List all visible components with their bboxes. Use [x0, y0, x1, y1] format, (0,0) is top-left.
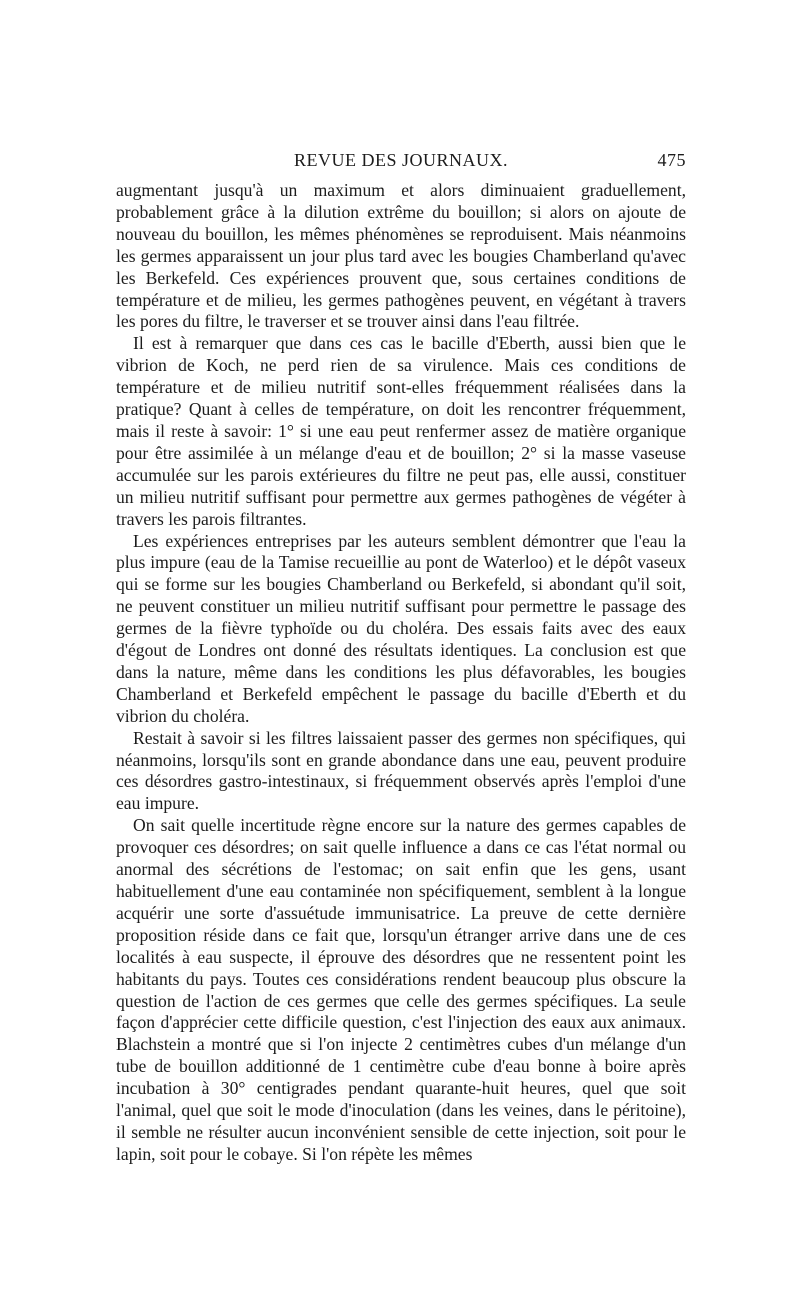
running-title: REVUE DES JOURNAUX.: [293, 150, 508, 170]
paragraph: Les expériences entreprises par les auteurs semblent démontrer que l'eau la plus impure (eau de la Tamise recueillie au pont de Waterloo) et le dépôt vaseux qui se forme sur les bougies Chamberland ou Berkefeld, si abondant qu'il soit, ne peuvent constituer un milieu nutritif suffisant pour permettre le passage des germes de la fièvre typhoïde ou du choléra. Des essais faits avec des eaux d'égout de Londres ont donné des résultats identiques. La conclusion est que dans la nature, même dans les conditions les plus défavorables, les bougies Chamberland et Berkefeld empêchent le passage du bacille d'Eberth et du vibrion du choléra.: [116, 530, 686, 726]
paragraph: Il est à remarquer que dans ces cas le bacille d'Eberth, aussi bien que le vibrion de Koch, ne perd rien de sa virulence. Mais ces conditions de température et de milieu nutritif sont-elles fréquemment réalisées dans la pratique? Quant à celles de température, on doit les rencontrer fréquemment, mais il reste à savoir: 1° si une eau peut renfermer assez de matière organique pour être assimilée à un mélange d'eau et de bouillon; 2° si la masse vaseuse accumulée sur les parois extérieures du filtre ne peut pas, elle aussi, constituer un milieu nutritif suffisant pour permettre aux germes pathogènes de végéter à travers les parois filtrantes.: [116, 333, 686, 529]
paragraph-continuation: augmentant jusqu'à un maximum et alors diminuaient graduellement, probablement grâce à la dilution extrême du bouillon; si alors on ajoute de nouveau du bouillon, les mêmes phénomènes se reproduisent. Mais néanmoins les germes apparaissent un jour plus tard avec les bougies Chamberland qu'avec les Berkefeld. Ces expériences prouvent que, sous certaines conditions de température et de milieu, les germes pathogènes peuvent, en végétant à travers les pores du filtre, le traverser et se trouver ainsi dans l'eau filtrée.: [116, 180, 686, 332]
page-number: 475: [657, 150, 686, 170]
page-header: [116, 150, 686, 176]
body-text: [116, 180, 686, 1166]
paragraph: Restait à savoir si les filtres laissaient passer des germes non spécifiques, qui néanmoins, lorsqu'ils sont en grande abondance dans une eau, peuvent produire ces désordres gastro-intestinaux, si fréquemment observés après l'emploi d'une eau impure.: [116, 727, 686, 814]
paragraph: On sait quelle incertitude règne encore sur la nature des germes capables de provoquer ces désordres; on sait quelle influence a dans ce cas l'état normal ou anormal des sécrétions de l'estomac; on sait enfin que les gens, usant habituellement d'une eau contaminée non spécifiquement, semblent à la longue acquérir une sorte d'assuétude immunisatrice. La preuve de cette dernière proposition réside dans ce fait que, lorsqu'un étranger arrive dans une de ces localités à eau suspecte, il éprouve des désordres que ne ressentent point les habitants du pays. Toutes ces considérations rendent beaucoup plus obscure la question de l'action de ces germes que celle des germes spécifiques. La seule façon d'apprécier cette difficile question, c'est l'injection des eaux aux animaux. Blachstein a montré que si l'on injecte 2 centimètres cubes d'un mélange d'un tube de bouillon additionné de 1 centimètre cube d'eau bonne à boire après incubation à 30° centigrades pendant quarante-huit heures, quel que soit l'animal, quel que soit le mode d'inoculation (dans les veines, dans le péritoine), il semble ne résulter aucun inconvénient sensible de cette injection, soit pour le lapin, soit pour le cobaye. Si l'on répète les mêmes: [116, 815, 686, 1164]
book-page: [116, 150, 686, 1166]
